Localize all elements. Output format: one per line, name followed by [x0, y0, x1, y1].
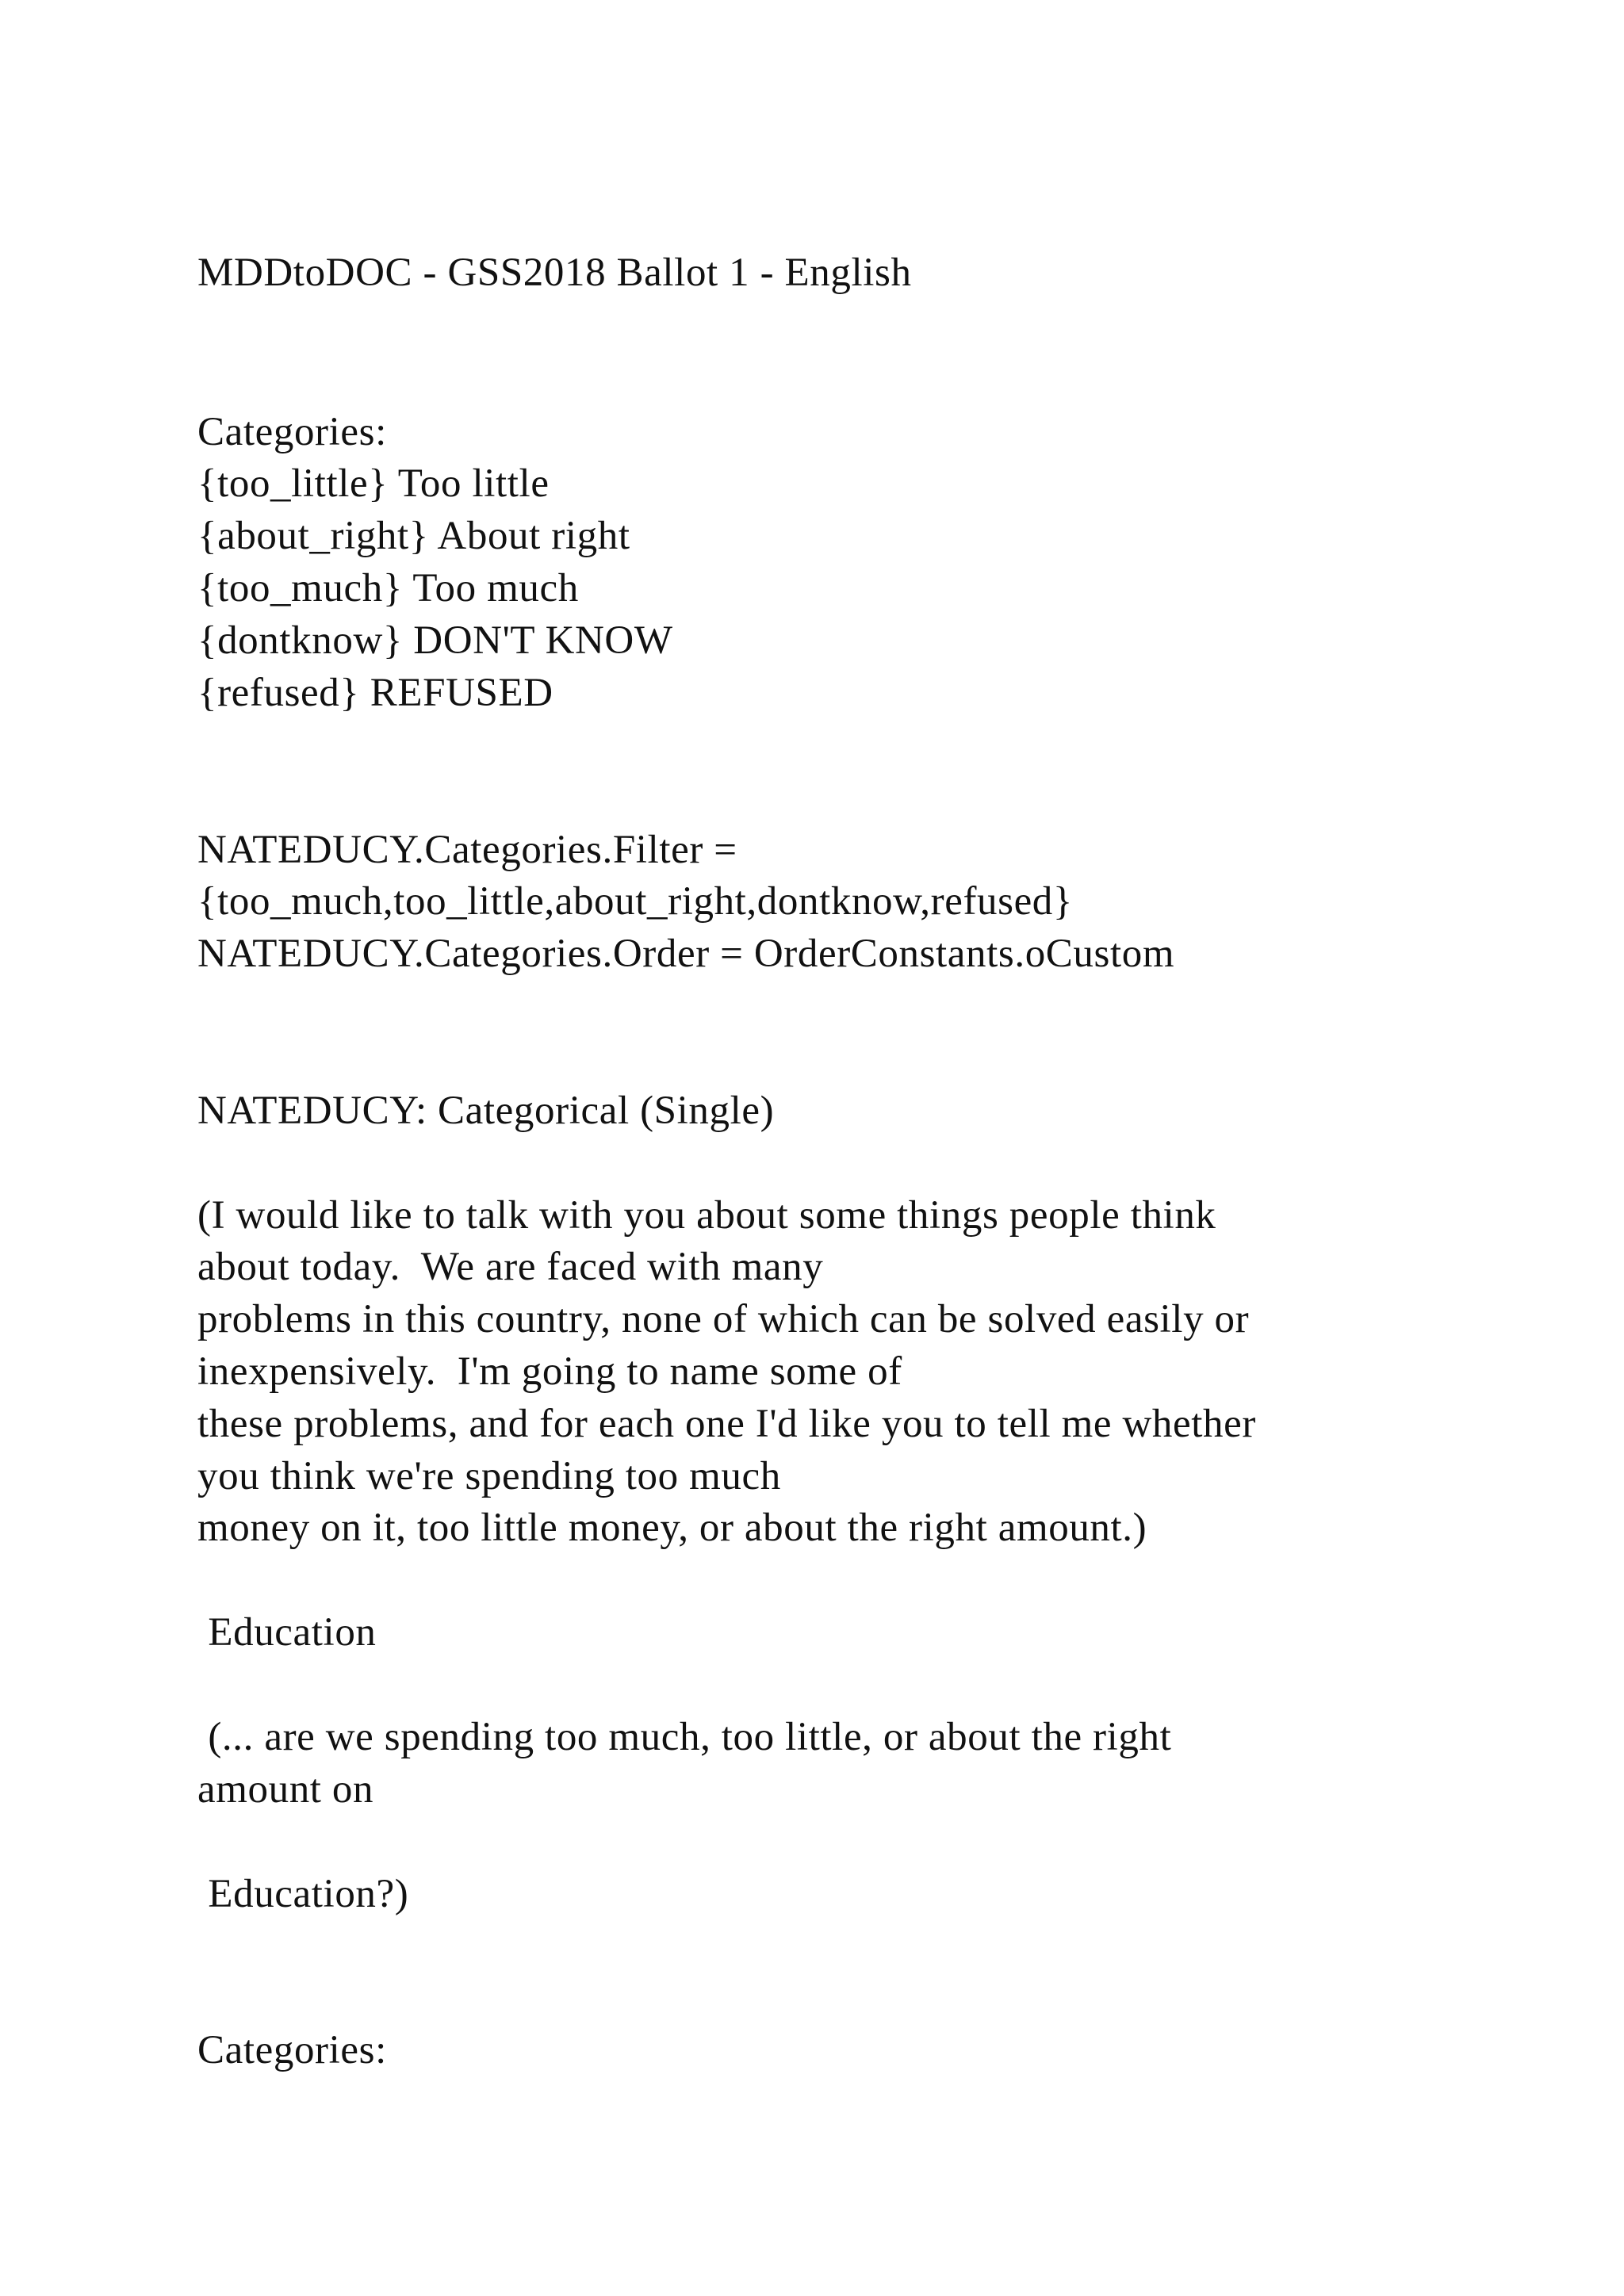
filter-line: {too_much,too_little,about_right,dontknow,refused}: [197, 879, 1073, 924]
categories-heading: Categories:: [197, 410, 387, 454]
category-item: {refused} REFUSED: [197, 671, 553, 715]
intro-line: you think we're spending too much: [197, 1454, 781, 1498]
categories-heading-2: Categories:: [197, 2028, 387, 2072]
intro-line: (I would like to talk with you about some things people think: [197, 1193, 1216, 1238]
topic-label: Education: [197, 1610, 377, 1655]
probe-topic: Education?): [197, 1872, 409, 1916]
category-item: {dontknow} DON'T KNOW: [197, 618, 673, 663]
intro-line: money on it, too little money, or about the right amount.): [197, 1506, 1147, 1550]
intro-line: these problems, and for each one I'd like you to tell me whether: [197, 1402, 1256, 1446]
category-item: {too_much} Too much: [197, 566, 579, 610]
document-title: MDDtoDOC - GSS2018 Ballot 1 - English: [197, 251, 912, 295]
probe-line: amount on: [197, 1767, 374, 1812]
intro-line: inexpensively. I'm going to name some of: [197, 1349, 902, 1394]
category-item: {too_little} Too little: [197, 461, 550, 506]
question-header: NATEDUCY: Categorical (Single): [197, 1089, 775, 1133]
probe-line: (... are we spending too much, too little, or about the right: [197, 1715, 1172, 1759]
intro-line: problems in this country, none of which can be solved easily or: [197, 1297, 1250, 1341]
filter-line: NATEDUCY.Categories.Filter =: [197, 828, 737, 872]
category-item: {about_right} About right: [197, 514, 630, 558]
intro-line: about today. We are faced with many: [197, 1245, 824, 1289]
order-line: NATEDUCY.Categories.Order = OrderConstants.oCustom: [197, 932, 1175, 976]
